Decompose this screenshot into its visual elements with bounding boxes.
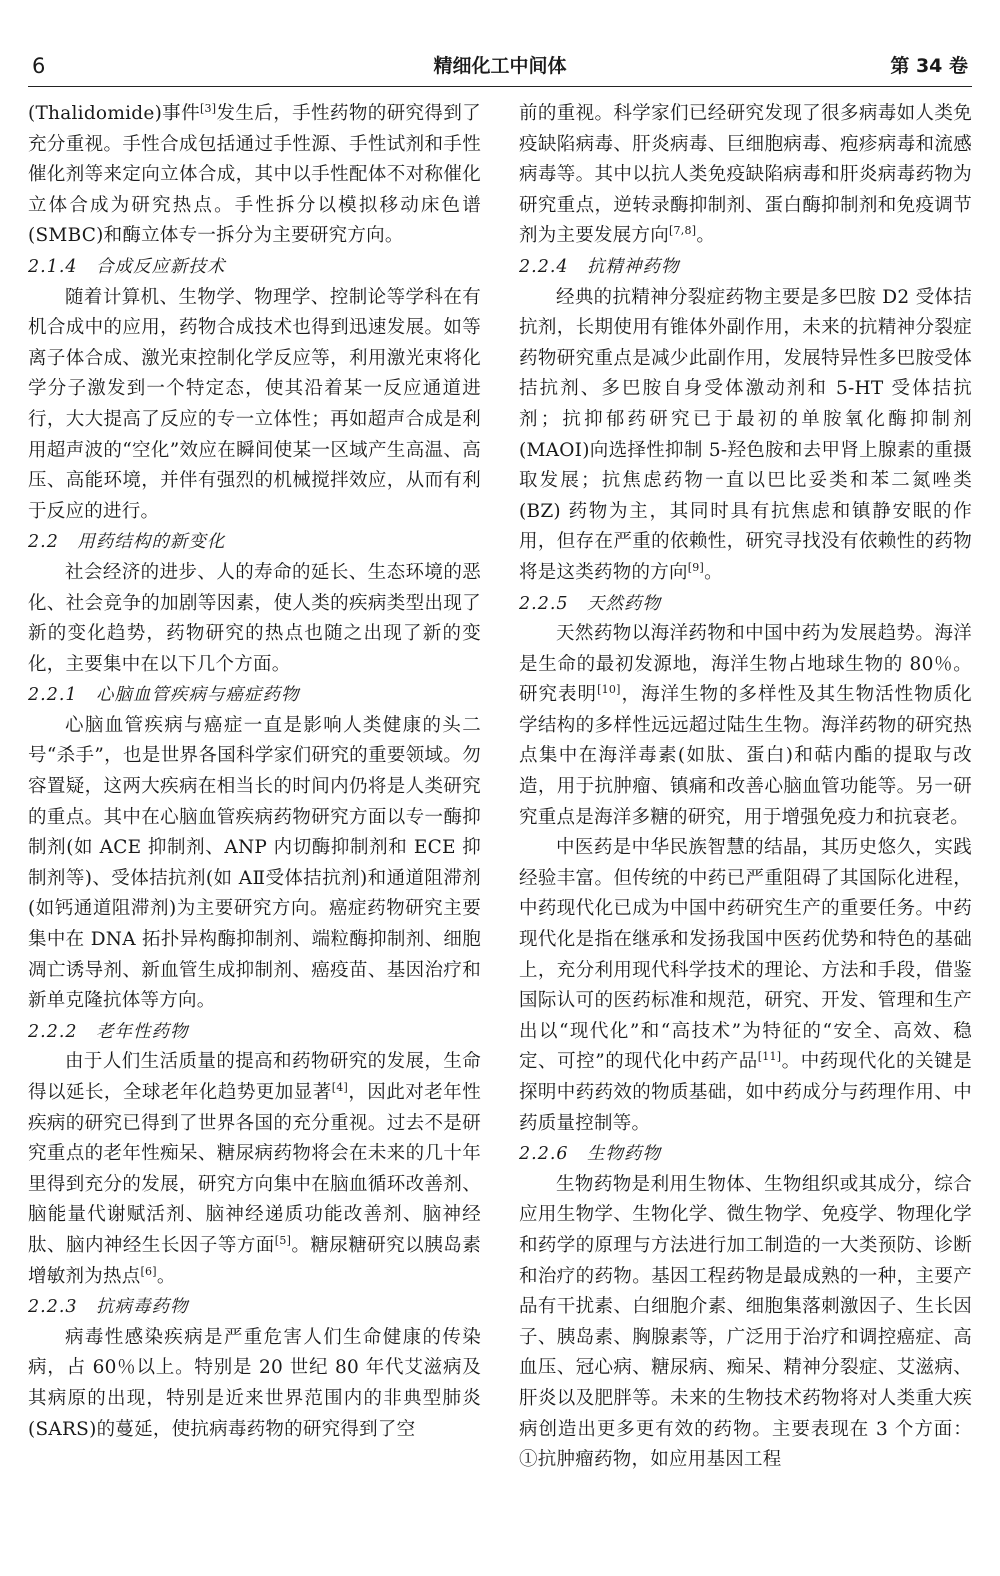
right-column [519,99,972,1476]
journal-title: 精细化工中间体 [433,55,567,77]
heading-2-2-5: 2.2.5 天然药物 [519,593,662,614]
paragraph-cardio-cancer: 心脑血管疾病与癌症一直是影响人类健康的头二号“杀手”，也是世界各国科学家们研究的重要领域。勿容置疑，这两大疾病在相当长的时间内仍将是人类研究的重点。其中在心脑血管疾病药物研究方面以专一酶抑制剂(如 ACE 抑制剂、ANP 内切酶抑制剂和 ECE 抑制剂等)、受体拮抗剂(如 AⅡ受体拮抗剂)和通道阻滞剂(如钙通道阻滞剂)为主要研究方向。癌症药物研究主要集中在 DNA 拓扑异构酶抑制剂、端粒酶抑制剂、细胞凋亡诱导剂、新血管生成抑制剂、癌疫苗、基因治疗和新单克隆抗体等方向。 [28,714,481,1012]
paragraph-antiviral: 病毒性感染疾病是严重危害人们生命健康的传染病，占 60％以上。特别是 20 世纪 80 年代艾滋病及其病原的出现，特别是近来世界范围内的非典型肺炎(SARS)的蔓延，使抗病毒药物的研究得到了空 [28,1326,481,1440]
citation-ref: [6] [140,1264,157,1278]
citation-ref: [10] [597,683,621,697]
paragraph-natural-marine: 天然药物以海洋药物和中国中药为发展趋势。海洋是生命的最初发源地，海洋生物占地球生物的 80％。研究表明[10]，海洋生物的多样性及其生物活性物质化学结构的多样性远远超过陆生生物。海洋药物的研究热点集中在海洋毒素(如肽、蛋白)和萜内酯的提取与改造，用于抗肿瘤、镇痛和改善心脑血管功能等。另一研究重点是海洋多糖的研究，用于增强免疫力和抗衰老。 [519,623,972,828]
paragraph-biological: 生物药物是利用生物体、生物组织或其成分，综合应用生物学、生物化学、微生物学、免疫学、物理化学和药学的原理与方法进行加工制造的一大类预防、诊断和治疗的药物。基因工程药物是最成熟的一种，主要产品有干扰素、白细胞介素、细胞集落刺激因子、生长因子、胰岛素、胸腺素等，广泛用于治疗和调控癌症、高血压、冠心病、糖尿病、痴呆、精神分裂症、艾滋病、肝炎以及肥胖等。未来的生物技术药物将对人类重大疾病创造出更多更有效的药物。主要表现在 3 个方面：①抗肿瘤药物，如应用基因工程 [519,1173,972,1471]
heading-2-2-1: 2.2.1 心脑血管疾病与癌症药物 [28,685,300,706]
page-number: 6 [32,54,46,78]
heading-2-2-3: 2.2.3 抗病毒药物 [28,1297,189,1318]
citation-ref: [5] [274,1233,292,1247]
citation-ref: [4] [331,1080,349,1094]
citation-ref: [7,8] [669,224,697,238]
paragraph-new-synthesis: 随着计算机、生物学、物理学、控制论等学科在有机合成中的应用，药物合成技术也得到迅速发展。如等离子体合成、激光束控制化学反应等，利用激光束将化学分子激发到一个特定态，使其沿着某一反应通道进行，大大提高了反应的专一立体性；再如超声合成是利用超声波的“空化”效应在瞬间使某一区域产生高温、高压、高能环境，并伴有强烈的机械搅拌效应，从而有利于反应的进行。 [28,286,481,522]
running-header [28,50,972,87]
heading-2-2-2: 2.2.2 老年性药物 [28,1021,189,1042]
paragraph-tcm: 中医药是中华民族智慧的结晶，其历史悠久，实践经验丰富。但传统的中药已严重阻碍了其国际化进程，中药现代化已成为中国中药研究生产的重要任务。中药现代化是指在继承和发扬我国中医药优势和特色的基础上，充分利用现代科学技术的理论、方法和手段，借鉴国际认可的医药标准和规范，研究、开发、管理和生产出以“现代化”和“高技术”为特征的“安全、高效、稳定、可控”的现代化中药产品[11]。中药现代化的关键是探明中药药效的物质基础，如中药成分与药理作用、中药质量控制等。 [519,837,972,1134]
paragraph-geriatric: 由于人们生活质量的提高和药物研究的发展，生命得以延长，全球老年化趋势更加显著[4]，因此对老年性疾病的研究已得到了世界各国的充分重视。过去不是研究重点的老年性痴呆、糖尿病药物将会在未来的几十年里得到充分的发展，研究方向集中在脑血循环改善剂、脑能量代谢赋活剂、脑神经递质功能改善剂、脑神经肽、脑内神经生长因子等方面[5]。糖尿糖研究以胰岛素增敏剂为热点[6]。 [28,1051,481,1287]
heading-2-2: 2.2 用药结构的新变化 [28,532,226,553]
left-column [28,99,481,1445]
citation-ref: [9] [687,560,705,574]
citation-ref: [11] [757,1050,782,1064]
heading-2-1-4: 2.1.4 合成反应新技术 [28,256,226,277]
citation-ref: [3] [200,101,217,115]
paragraph-drug-structure: 社会经济的进步、人的寿命的延长、生态环境的恶化、社会竞争的加剧等因素，使人类的疾病类型出现了新的变化趋势，药物研究的热点也随之出现了新的变化，主要集中在以下几个方面。 [28,561,481,675]
heading-2-2-4: 2.2.4 抗精神药物 [519,256,680,277]
paragraph-antiviral-cont: 前的重视。科学家们已经研究发现了很多病毒如人类免疫缺陷病毒、肝炎病毒、巨细胞病毒、疱疹病毒和流感病毒等。其中以抗人类免疫缺陷病毒和肝炎病毒药物为研究重点，逆转录酶抑制剂、蛋白酶抑制剂和免疫调节剂为主要发展方向[7,8]。 [519,103,972,247]
heading-2-2-6: 2.2.6 生物药物 [519,1144,662,1165]
paragraph-chiral: (Thalidomide)事件[3]发生后，手性药物的研究得到了充分重视。手性合成包括通过手性源、手性试剂和手性催化剂等来定向立体合成，其中以手性配体不对称催化立体合成为研究热点。手性拆分以模拟移动床色谱(SMBC)和酶立体专一拆分为主要研究方向。 [28,101,481,247]
paragraph-psychiatric: 经典的抗精神分裂症药物主要是多巴胺 D2 受体拮抗剂，长期使用有锥体外副作用，未来的抗精神分裂症药物研究重点是减少此副作用，发展特异性多巴胺受体拮抗剂、多巴胺自身受体激动剂和 5-HT 受体拮抗剂；抗抑郁药研究已于最初的单胺氧化酶抑制剂(MAOI)向选择性抑制 5-羟色胺和去甲肾上腺素的重摄取发展；抗焦虑药物一直以巴比妥类和苯二氮唑类(BZ) 药物为主，其同时具有抗焦虑和镇静安眠的作用，但存在严重的依赖性，研究寻找没有依赖性的药物将是这类药物的方向[9]。 [519,286,972,583]
volume-label: 第 34 卷 [890,55,968,77]
